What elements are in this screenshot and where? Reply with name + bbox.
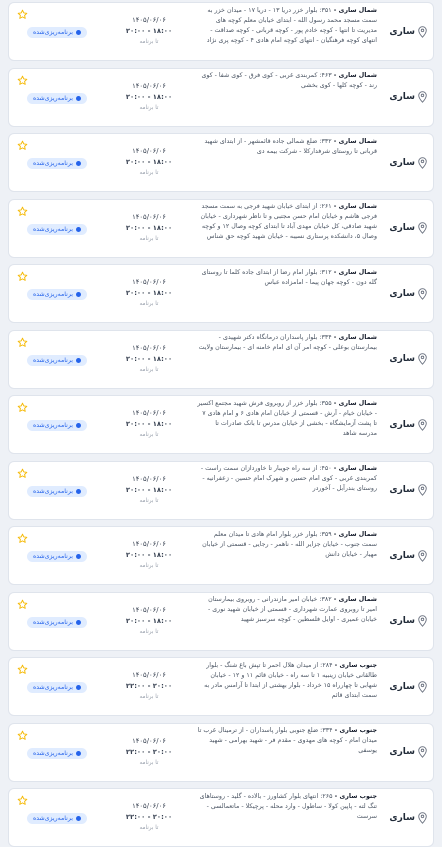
region-heading: شمال ساری - <box>331 530 377 538</box>
outage-date: ۱۴۰۵/۰۶/۰۶ <box>132 671 166 679</box>
outage-card[interactable] <box>8 264 434 323</box>
outage-time <box>105 670 193 703</box>
outage-hours: ۱۸:۰۰ - ۲۰:۰۰ <box>125 27 173 35</box>
status-badge <box>27 27 87 38</box>
status-badge-label: برنامه‌ریزی‌شده <box>33 29 74 36</box>
address-text: ۳۳۲: ضلع شمالی جاده قائمشهر - از ابتدای شهید قربانی تا روستای شرفدارکلا - شرکت بیمه دی <box>204 137 377 155</box>
address-text: ۴۵۰: از سه راه جویبار تا خاوردازان سمت راست - کمربندی غربی - کوی امام حسین و شهرک امام حسین - زعفرانیه - روستای بندرآبل - آخوردر <box>200 465 377 492</box>
outage-hours: ۱۸:۰۰ - ۲۰:۰۰ <box>125 289 173 297</box>
address-text: ۳۱۲: بلوار امام رضا از ابتدای جاده کلما تا روستای گله دون - کوچه جهان پیما - امامزاده عباس <box>201 268 377 286</box>
status-dot-icon <box>76 620 81 625</box>
outage-time <box>105 212 193 245</box>
status-badge <box>27 617 87 628</box>
region-heading: شمال ساری - <box>331 72 377 79</box>
outage-hours: ۱۸:۰۰ - ۲۰:۰۰ <box>125 223 173 232</box>
star-icon[interactable] <box>17 75 28 86</box>
status-cell <box>9 265 105 322</box>
status-badge-label: برنامه‌ریزی‌شده <box>33 356 74 364</box>
region-heading: شمال ساری - <box>331 6 377 14</box>
location-pin-icon <box>418 26 427 38</box>
location-pin-icon <box>418 353 427 365</box>
outage-date: ۱۴۰۵/۰۶/۰۶ <box>132 81 166 90</box>
city-cell <box>381 26 433 38</box>
status-badge <box>27 158 87 169</box>
outage-description <box>193 792 381 844</box>
status-badge-label: برنامه‌ریزی‌شده <box>33 422 74 429</box>
city-name: ساری <box>389 157 415 168</box>
outage-description <box>193 530 381 582</box>
region-heading: جنوب ساری - <box>332 792 377 800</box>
outage-time <box>105 81 193 114</box>
outage-hours: ۱۸:۰۰ - ۲۰:۰۰ <box>125 551 173 559</box>
address-text: ۳۳۴: ضلع جنوبی بلوار پاسداران - از ترمینال غرب تا میدان امام - کوچه های مهدوی - مقدم فر - شهید بهرامی - شهید یوسفی <box>197 727 377 754</box>
city-name: ساری <box>389 223 415 233</box>
outage-card[interactable] <box>8 395 434 454</box>
outage-time <box>105 146 193 179</box>
location-pin-icon <box>418 419 427 431</box>
outage-card[interactable] <box>8 2 434 61</box>
region-heading: شمال ساری - <box>331 596 377 603</box>
outage-description <box>193 137 381 189</box>
region-heading: جنوب ساری - <box>332 661 377 669</box>
city-name: ساری <box>389 812 415 823</box>
location-pin-icon <box>418 91 427 103</box>
status-dot-icon <box>76 685 81 690</box>
location-pin-icon <box>418 222 427 234</box>
status-badge-label: برنامه‌ریزی‌شده <box>33 618 74 626</box>
address-text: ۳۵۵: بلوار خزر از روبروی فرش شهید مجتمع اکسیر - خیابان خیام - آرش - قسمتی از خیابان امام هادی ۶ و امام هادی ۷ تا پشت آزمایشگاه - بخشی از خیابان مدرس تا بانک صادرات تا مدرسه شاهد <box>197 399 377 437</box>
outage-card[interactable] <box>8 657 434 716</box>
outage-time <box>105 801 193 834</box>
outage-time <box>105 408 193 441</box>
outage-date: ۱۴۰۵/۰۶/۰۶ <box>132 605 166 614</box>
status-dot-icon <box>76 423 81 428</box>
status-badge <box>27 420 87 431</box>
outage-description <box>193 268 381 320</box>
star-icon[interactable] <box>17 795 28 806</box>
outage-description <box>193 661 381 713</box>
status-badge-label: برنامه‌ریزی‌شده <box>33 815 74 822</box>
address-text: ۲۸۴: از میدان هلال احمر تا تپش باغ شنگ - بلوار طالقانی خیابان زینبیه ۱ تا سه راه - خیابان قائم ۱۱ و ۱۲ - خیابان شهابی تا چهارراه ۱۵ خرداد - بلوار بهشتی از ابتدا تا آرامس مادر به سمت ابتدای قائم <box>204 661 377 699</box>
city-cell <box>381 157 433 169</box>
status-badge-label: برنامه‌ریزی‌شده <box>33 684 74 691</box>
outage-card[interactable] <box>8 199 434 258</box>
outage-hours: ۱۸:۰۰ - ۲۰:۰۰ <box>125 354 173 363</box>
region-heading: شمال ساری - <box>331 399 377 407</box>
address-text: ۳۳۴: بلوار پاسداران درمانگاه دکتر شهیدی - بیمارستان بوعلی - کوچه امر آن ای امام خامنه ای - بیمارستان ولایت <box>198 334 377 351</box>
city-cell <box>381 812 433 824</box>
outage-card[interactable] <box>8 788 434 847</box>
city-cell <box>381 615 433 627</box>
status-dot-icon <box>76 358 81 363</box>
status-cell <box>9 462 105 519</box>
time-note: تا برنامه <box>139 759 159 766</box>
location-pin-icon <box>418 746 427 758</box>
status-badge-label: برنامه‌ریزی‌شده <box>33 749 74 757</box>
outage-description <box>193 202 381 254</box>
outage-date: ۱۴۰۵/۰۶/۰۶ <box>132 147 166 155</box>
city-name: ساری <box>389 747 415 757</box>
status-dot-icon <box>76 161 81 166</box>
outage-date: ۱۴۰۵/۰۶/۰۶ <box>132 540 166 548</box>
status-badge <box>27 551 87 562</box>
outage-hours: ۱۸:۰۰ - ۲۰:۰۰ <box>125 420 173 428</box>
status-badge <box>27 748 87 759</box>
time-note: تا برنامه <box>139 301 159 307</box>
city-name: ساری <box>389 419 415 430</box>
outage-card[interactable] <box>8 133 434 192</box>
star-icon[interactable] <box>17 271 28 282</box>
outage-hours: ۱۸:۰۰ - ۲۰:۰۰ <box>125 616 173 625</box>
status-cell <box>9 134 105 191</box>
city-cell <box>381 288 433 300</box>
status-badge-label: برنامه‌ریزی‌شده <box>33 225 74 233</box>
city-cell <box>381 484 433 496</box>
region-heading: شمال ساری - <box>331 203 377 210</box>
time-note: تا برنامه <box>139 825 159 831</box>
time-note: تا برنامه <box>139 628 159 635</box>
outage-date: ۱۴۰۵/۰۶/۰۶ <box>132 409 166 417</box>
status-cell <box>9 331 105 388</box>
city-name: ساری <box>389 354 415 364</box>
outage-hours: ۱۸:۰۰ - ۲۰:۰۰ <box>125 158 173 166</box>
star-icon[interactable] <box>17 533 28 544</box>
status-dot-icon <box>76 554 81 559</box>
city-cell <box>381 746 433 758</box>
outage-hours: ۱۸:۰۰ - ۲۰:۰۰ <box>125 485 173 494</box>
status-badge <box>27 813 87 824</box>
outage-card[interactable] <box>8 526 434 585</box>
status-badge-label: برنامه‌ریزی‌شده <box>33 94 74 102</box>
city-name: ساری <box>389 92 415 102</box>
status-dot-icon <box>76 96 81 101</box>
outage-description <box>193 464 381 516</box>
status-badge <box>27 682 87 693</box>
region-heading: شمال ساری - <box>331 334 377 341</box>
city-cell <box>381 419 433 431</box>
status-badge <box>27 224 87 235</box>
status-dot-icon <box>76 751 81 756</box>
location-pin-icon <box>418 812 427 824</box>
address-text: ۲۶۱: از ابتدای خیابان شهید فرجی به سمت مسجد فرجی هاشم و خیابان امام حسن مجتبی و تا ناظر شهرداری - خیابان شهید صادقی، کل خیابان مهدی آباد تا ابتدای کوچه وصال ۱۲ و کوچه وصال ۵، دانشکده پرستاری نسیبه - خیابان شهید کوچه حق شناس <box>200 203 377 240</box>
outage-time <box>105 343 193 376</box>
outage-description <box>193 726 381 778</box>
status-badge-label: برنامه‌ریزی‌شده <box>33 291 74 298</box>
status-cell <box>9 3 105 60</box>
outage-date: ۱۴۰۵/۰۶/۰۶ <box>132 736 166 745</box>
status-badge-label: برنامه‌ریزی‌شده <box>33 553 74 560</box>
status-badge-label: برنامه‌ریزی‌شده <box>33 160 74 167</box>
address-text: ۲۶۵: انتهای بلوار کشاورز - بالاده - گلید - روستاهای تنگ لته - پاپین کولا - ساطول - وارد محله - پرچیکلا - ماتعمالسی - سرست <box>199 792 377 820</box>
status-cell <box>9 69 105 126</box>
star-icon[interactable] <box>17 337 28 348</box>
location-pin-icon <box>418 681 427 693</box>
city-name: ساری <box>389 288 415 299</box>
status-badge-label: برنامه‌ریزی‌شده <box>33 487 74 495</box>
time-note: تا برنامه <box>139 39 159 45</box>
time-note: تا برنامه <box>139 104 159 111</box>
status-dot-icon <box>76 30 81 35</box>
city-cell <box>381 222 433 234</box>
star-icon[interactable] <box>17 140 28 151</box>
star-icon[interactable] <box>17 730 28 741</box>
outage-card[interactable] <box>8 592 434 651</box>
outage-time <box>105 539 193 572</box>
city-name: ساری <box>389 681 415 692</box>
outage-date: ۱۴۰۵/۰۶/۰۶ <box>132 343 166 352</box>
outage-card[interactable] <box>8 330 434 389</box>
star-icon[interactable] <box>17 206 28 217</box>
city-cell <box>381 91 433 103</box>
region-heading: شمال ساری - <box>331 137 377 145</box>
outage-description <box>193 71 381 123</box>
status-badge <box>27 289 87 300</box>
address-text: ۳۵۱: بلوار خزر دریا ۱۳ - دریا ۱۷ - میدان خزر به سمت مسجد محمد رسول الله - ابتدای خیابان معلم کوچه های مدیریت تا انتها - کوچه خادم پور - کوچه قربانی - کوچه صداقت - انتهای کوچه فرهنگیان - انتهای کوچه امام هادی ۴ - کوچه پری نژاد <box>206 6 377 44</box>
status-dot-icon <box>76 227 81 232</box>
outage-time <box>105 277 193 310</box>
region-heading: جنوب ساری - <box>332 727 377 734</box>
city-cell <box>381 353 433 365</box>
city-name: ساری <box>389 616 415 626</box>
region-heading: شمال ساری - <box>331 268 377 276</box>
city-cell <box>381 550 433 562</box>
status-badge <box>27 93 87 104</box>
outage-card[interactable] <box>8 723 434 782</box>
outage-date: ۱۴۰۵/۰۶/۰۶ <box>132 802 166 810</box>
status-badge <box>27 486 87 497</box>
status-cell <box>9 527 105 584</box>
status-dot-icon <box>76 489 81 494</box>
outage-date: ۱۴۰۵/۰۶/۰۶ <box>132 212 166 221</box>
outage-time <box>105 474 193 507</box>
region-heading: شمال ساری - <box>331 465 377 472</box>
status-cell <box>9 724 105 781</box>
star-icon[interactable] <box>17 402 28 413</box>
outage-hours: ۲۰:۰۰ - ۲۲:۰۰ <box>125 682 173 690</box>
status-badge <box>27 355 87 366</box>
time-note: تا برنامه <box>139 497 159 504</box>
outage-description <box>193 6 381 58</box>
outage-time <box>105 605 193 638</box>
location-pin-icon <box>418 484 427 496</box>
time-note: تا برنامه <box>139 563 159 569</box>
city-name: ساری <box>389 26 415 37</box>
outage-description <box>193 595 381 647</box>
location-pin-icon <box>418 288 427 300</box>
outage-date: ۱۴۰۵/۰۶/۰۶ <box>132 474 166 483</box>
time-note: تا برنامه <box>139 694 159 700</box>
city-cell <box>381 681 433 693</box>
city-name: ساری <box>389 485 415 495</box>
outage-card[interactable] <box>8 461 434 520</box>
location-pin-icon <box>418 615 427 627</box>
outage-date: ۱۴۰۵/۰۶/۰۶ <box>132 278 166 286</box>
outage-time <box>105 736 193 769</box>
status-cell <box>9 200 105 257</box>
star-icon[interactable] <box>17 468 28 479</box>
time-note: تا برنامه <box>139 170 159 176</box>
status-cell <box>9 789 105 846</box>
outage-hours: ۲۰:۰۰ - ۲۲:۰۰ <box>125 813 173 821</box>
outage-hours: ۱۸:۰۰ - ۲۰:۰۰ <box>125 92 173 101</box>
time-note: تا برنامه <box>139 235 159 242</box>
status-cell <box>9 658 105 715</box>
outage-card[interactable] <box>8 68 434 127</box>
outage-hours: ۲۰:۰۰ - ۲۲:۰۰ <box>125 747 173 756</box>
address-text: ۳۸۲: خیابان امیر مازندرانی - روبروی بیمارستان امیر تا روبروی عمارت شهرداری - قسمتی از خیابان شهید نوری - خیابان عمیری - اوایل فلسطین - کوچه سرسبز شهید <box>207 596 377 623</box>
address-text: ۳۵۹: بلوار خزر بلوار امام هادی تا میدان معلم سمت جنوب - خیابان جزایر الله - ناهمر - رجایی - قسمتی از خیابان مهیار - خیابان دانش <box>202 530 377 558</box>
address-text: ۴۶۳: کمربندی غربی - کوی فرق - کوی شفا - کوی رند - کوچه کلها - کوی بخشی <box>201 72 377 89</box>
outage-description <box>193 399 381 451</box>
time-note: تا برنامه <box>139 366 159 373</box>
location-pin-icon <box>418 157 427 169</box>
star-icon[interactable] <box>17 9 28 20</box>
status-dot-icon <box>76 292 81 297</box>
outage-time <box>105 15 193 48</box>
city-name: ساری <box>389 550 415 561</box>
star-icon[interactable] <box>17 664 28 675</box>
location-pin-icon <box>418 550 427 562</box>
status-dot-icon <box>76 816 81 821</box>
star-icon[interactable] <box>17 599 28 610</box>
status-cell <box>9 396 105 453</box>
outage-date: ۱۴۰۵/۰۶/۰۶ <box>132 16 166 24</box>
time-note: تا برنامه <box>139 432 159 438</box>
outage-description <box>193 333 381 385</box>
status-cell <box>9 593 105 650</box>
